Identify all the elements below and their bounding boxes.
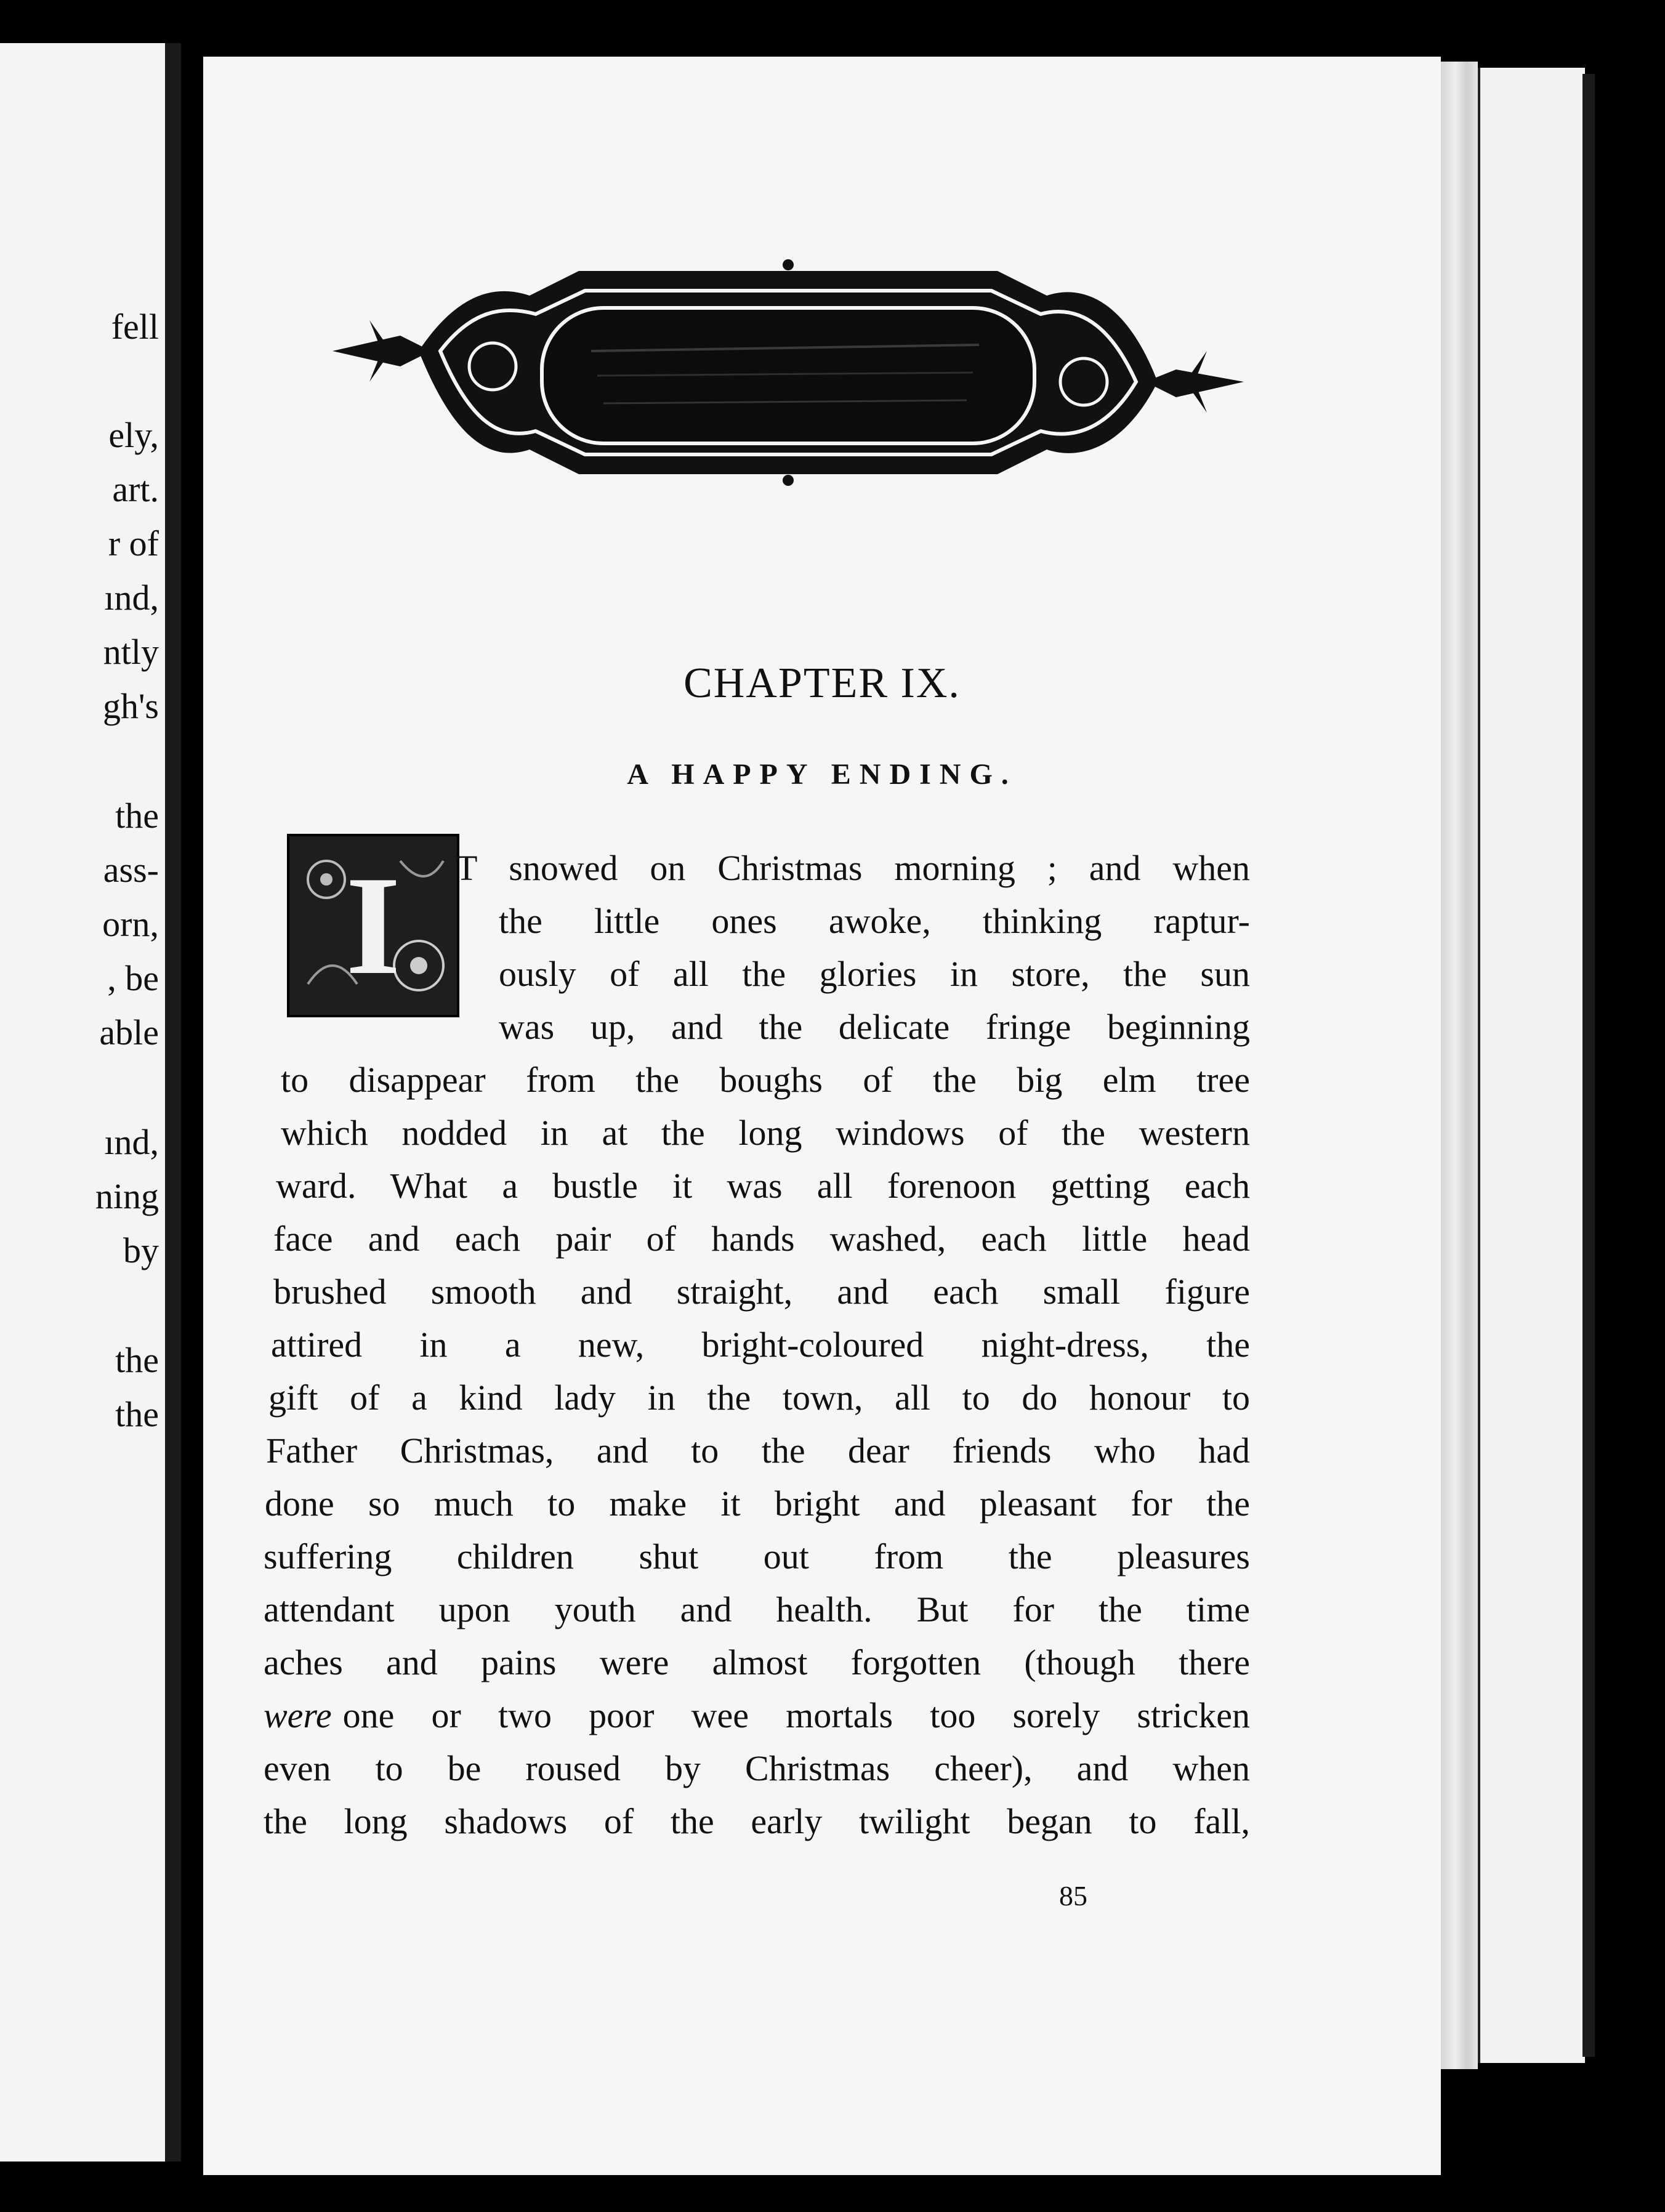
left-page-text: ely,	[108, 415, 159, 455]
left-page-text: ntly	[103, 632, 159, 672]
text-line: brushed smooth and straight, and each small figure	[273, 1272, 1250, 1312]
left-page-text: the	[115, 1394, 159, 1434]
drop-cap-letter: I	[345, 847, 401, 1004]
previous-page	[0, 43, 181, 2162]
text-line	[264, 1697, 1250, 1734]
book-cover-edge	[1582, 74, 1595, 2057]
chapter-subtitle: A HAPPY ENDING.	[627, 758, 1017, 791]
left-page-text: ass-	[103, 850, 159, 890]
chapter-title: CHAPTER IX.	[683, 660, 961, 707]
text-line: the little ones awoke, thinking raptur-	[499, 901, 1250, 941]
left-page-text: the	[115, 796, 159, 836]
text-line: attendant upon youth and health. But for the time	[264, 1589, 1250, 1629]
page-edges	[1441, 62, 1478, 2069]
text-line: T snowed on Christmas morning ; and when	[456, 848, 1250, 888]
left-page-text: gh's	[102, 686, 159, 726]
text-line: was up, and the delicate fringe beginning	[499, 1007, 1250, 1047]
left-page-text: by	[123, 1230, 159, 1270]
text-line: suffering children shut out from the pleasures	[264, 1536, 1250, 1576]
text-line: gift of a kind lady in the town, all to do honour to	[268, 1378, 1250, 1418]
left-page-text: the	[115, 1340, 159, 1380]
page-edges	[1478, 68, 1585, 2063]
left-page-text: r of	[108, 523, 159, 563]
text-line: ward. What a bustle it was all forenoon getting each	[276, 1166, 1250, 1206]
drop-cap	[287, 834, 459, 1017]
left-page-text: art.	[112, 469, 159, 509]
text-line: the long shadows of the early twilight began to fall,	[264, 1801, 1250, 1841]
text-line: Father Christmas, and to the dear friends who had	[266, 1431, 1250, 1471]
left-page-text: , be	[107, 958, 159, 998]
text-line: face and each pair of hands washed, each little head	[273, 1219, 1250, 1259]
left-page-text: ınd,	[104, 578, 159, 618]
text-line: aches and pains were almost forgotten (though there	[264, 1642, 1250, 1682]
left-page-text: fell	[111, 307, 159, 347]
text-line-rest: one or two poor wee mortals too sorely stricken	[342, 1695, 1250, 1735]
text-line: attired in a new, bright-coloured night-dress, the	[271, 1325, 1250, 1365]
text-line: ously of all the glories in store, the sun	[499, 954, 1250, 994]
italic-word: were	[264, 1695, 332, 1735]
page-number: 85	[1059, 1880, 1087, 1911]
left-page-text: ınd,	[104, 1122, 159, 1162]
text-line: which nodded in at the long windows of the western	[281, 1113, 1250, 1153]
text-line: even to be roused by Christmas cheer), and when	[264, 1748, 1250, 1788]
text-line: done so much to make it bright and pleasant for the	[265, 1483, 1250, 1524]
text-line: to disappear from the boughs of the big elm tree	[281, 1060, 1250, 1100]
left-page-text: ning	[95, 1176, 159, 1216]
chapter-ornament	[333, 259, 1244, 486]
left-page-text: able	[99, 1012, 159, 1052]
left-page-text: orn,	[102, 904, 159, 944]
